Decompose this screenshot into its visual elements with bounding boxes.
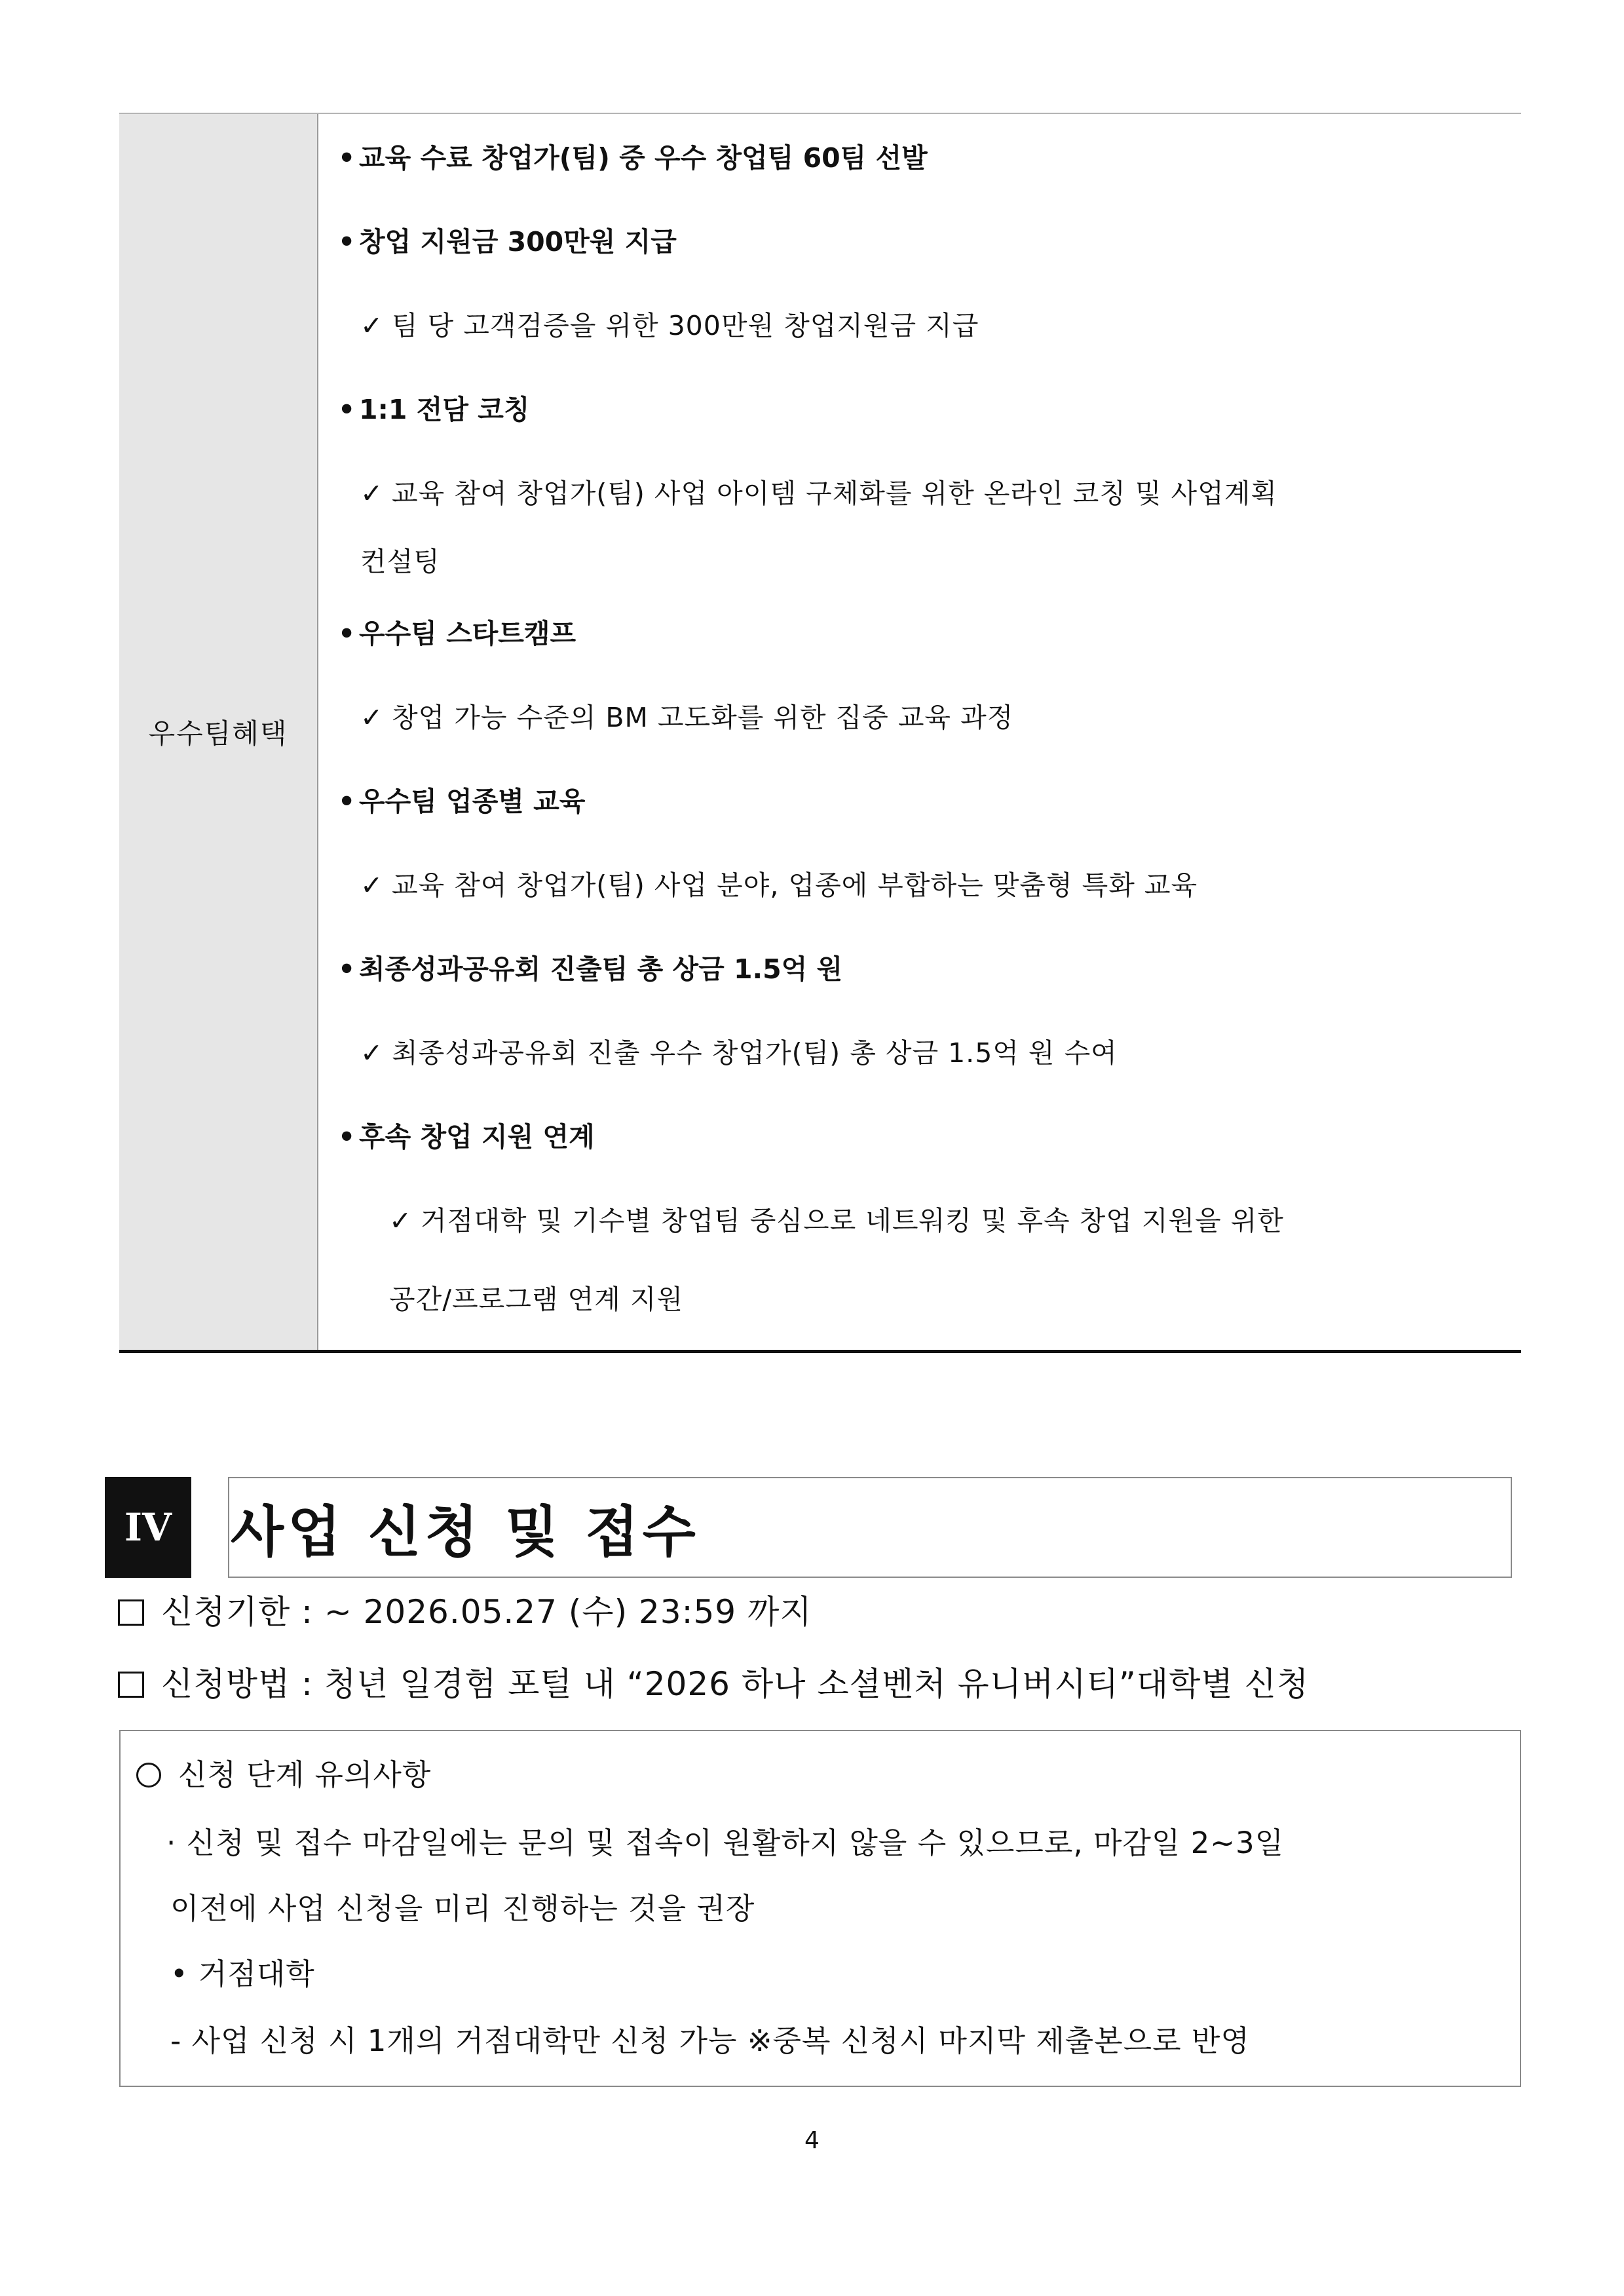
notice-line-4: - 사업 신청 시 1개의 거점대학만 신청 가능 ※중복 신청시 마지막 제출본으로 반영 bbox=[170, 2023, 1250, 2058]
check-icon: ✓ bbox=[360, 1037, 384, 1069]
check-icon: ✓ bbox=[360, 478, 384, 509]
check-icon: ✓ bbox=[360, 310, 384, 341]
application-deadline: 신청기한 : ~ 2026.05.27 (수) 23:59 까지 bbox=[118, 1586, 812, 1633]
notice-box bbox=[119, 1730, 1521, 2087]
checkbox-square-icon bbox=[118, 1672, 144, 1698]
check-icon: ✓ bbox=[389, 1205, 413, 1236]
benefit-item-coaching: • 1:1 전담 코칭 bbox=[338, 394, 530, 425]
notice-line-2: 이전에 사업 신청을 미리 진행하는 것을 권장 bbox=[170, 1891, 755, 1926]
benefit-detail-industry-edu: ✓ 교육 참여 창업가(팀) 사업 분야, 업종에 부합하는 맞춤형 특화 교육 bbox=[360, 870, 1198, 901]
section-number: IV bbox=[105, 1477, 191, 1578]
circle-bullet-icon bbox=[136, 1763, 161, 1788]
benefit-detail-coaching: ✓ 교육 참여 창업가(팀) 사업 아이템 구체화를 위한 온라인 코칭 및 사업계획 bbox=[360, 478, 1277, 509]
notice-line-3: • 거점대학 bbox=[170, 1957, 315, 1991]
benefit-detail-grant: ✓ 팀 당 고객검증을 위한 300만원 창업지원금 지급 bbox=[360, 310, 979, 341]
check-icon: ✓ bbox=[360, 870, 384, 901]
benefit-detail-followup-cont: 공간/프로그램 연계 지원 bbox=[389, 1284, 683, 1315]
benefit-item-selection: • 교육 수료 창업가(팀) 중 우수 창업팀 60팀 선발 bbox=[338, 142, 928, 174]
benefits-table bbox=[119, 113, 1521, 1353]
page-number: 4 bbox=[804, 2127, 820, 2154]
benefits-row-body bbox=[318, 114, 1521, 1350]
benefit-item-prize: • 최종성과공유회 진출팀 총 상금 1.5억 원 bbox=[338, 953, 843, 985]
benefit-detail-startcamp: ✓ 창업 가능 수준의 BM 고도화를 위한 집중 교육 과정 bbox=[360, 702, 1014, 733]
notice-line-1: · 신청 및 접수 마감일에는 문의 및 접속이 원활하지 않을 수 있으므로, 마감일 2~3일 bbox=[166, 1826, 1285, 1860]
check-icon: ✓ bbox=[360, 702, 384, 733]
benefit-item-followup: • 후속 창업 지원 연계 bbox=[338, 1121, 595, 1153]
benefit-detail-followup: ✓ 거점대학 및 기수별 창업팀 중심으로 네트워킹 및 후속 창업 지원을 위한 bbox=[389, 1205, 1284, 1236]
benefit-item-industry-edu: • 우수팀 업종별 교육 bbox=[338, 786, 586, 817]
benefits-row-header: 우수팀혜택 bbox=[119, 114, 318, 1350]
section-title: 사업 신청 및 접수 bbox=[231, 1499, 700, 1564]
benefit-detail-prize: ✓ 최종성과공유회 진출 우수 창업가(팀) 총 상금 1.5억 원 수여 bbox=[360, 1037, 1118, 1069]
application-method: 신청방법 : 청년 일경험 포털 내 “2026 하나 소셜벤처 유니버시티”대학별 신청 bbox=[118, 1658, 1309, 1705]
checkbox-square-icon bbox=[118, 1599, 144, 1626]
benefit-item-grant: • 창업 지원금 300만원 지급 bbox=[338, 226, 677, 258]
benefit-detail-coaching-cont: 컨설팅 bbox=[360, 546, 440, 577]
benefit-item-startcamp: • 우수팀 스타트캠프 bbox=[338, 618, 576, 649]
notice-title: 신청 단계 유의사항 bbox=[136, 1751, 431, 1793]
